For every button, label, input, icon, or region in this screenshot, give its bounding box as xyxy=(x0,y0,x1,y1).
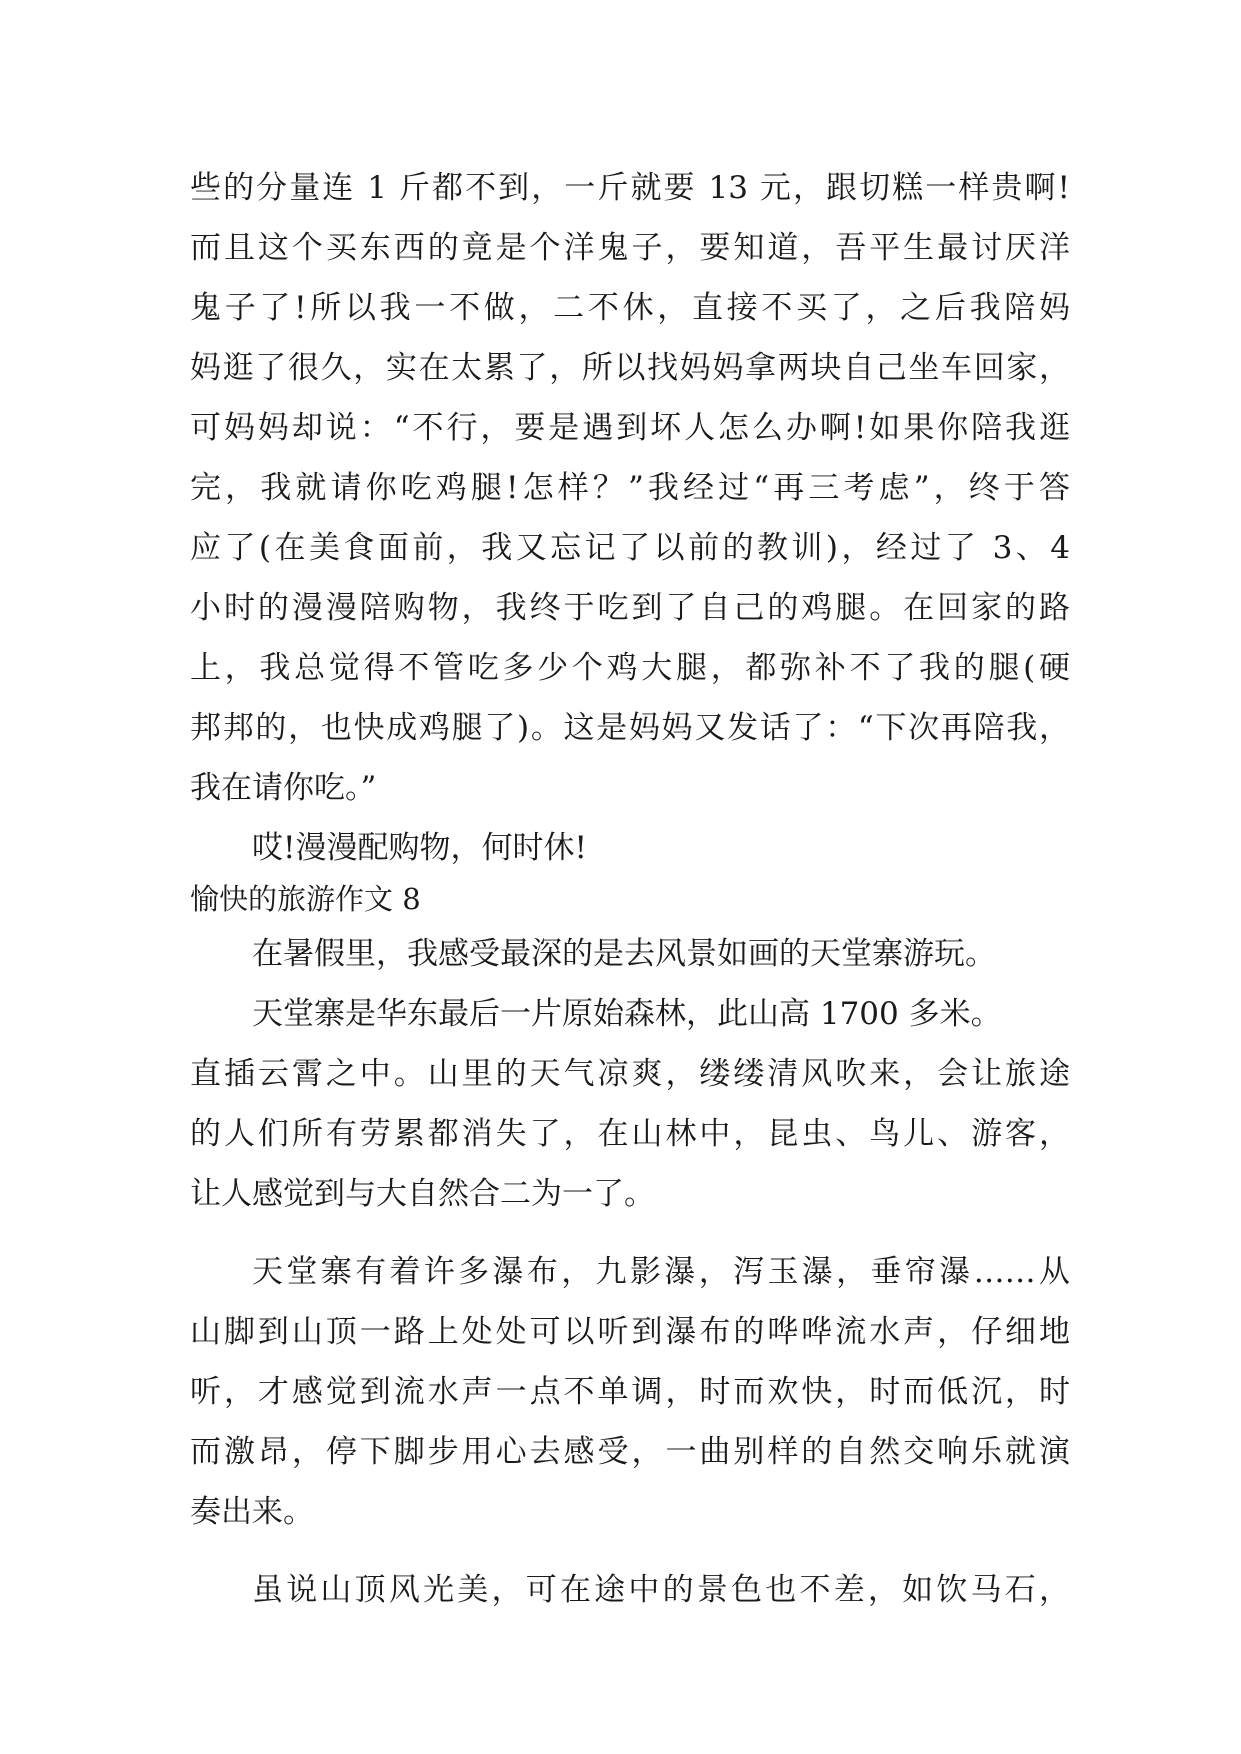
text-line: 我在请你吃。” xyxy=(190,770,377,806)
paragraph-forest xyxy=(190,984,1070,1224)
text-line: 奏出来。 xyxy=(190,1494,314,1530)
text-line: 上，我总觉得不管吃多少个鸡大腿，都弥补不了我的腿(硬 xyxy=(190,650,1070,686)
text-line: 山脚到山顶一路上处处可以听到瀑布的哗哗流水声，仔细地 xyxy=(190,1314,1070,1350)
text-line: 直插云霄之中。山里的天气凉爽，缕缕清风吹来，会让旅途 xyxy=(190,1056,1070,1092)
document-page xyxy=(190,158,1070,1620)
text-line: 天堂寨有着许多瀑布，九影瀑，泻玉瀑，垂帘瀑……从 xyxy=(252,1254,1070,1290)
text-line: 的人们所有劳累都消失了，在山林中，昆虫、鸟儿、游客， xyxy=(190,1116,1070,1152)
text-line: 而且这个买东西的竟是个洋鬼子，要知道，吾平生最讨厌洋 xyxy=(190,230,1070,266)
text-line: 邦邦的，也快成鸡腿了)。这是妈妈又发话了：“下次再陪我， xyxy=(190,710,1070,746)
text-line: 让人感觉到与大自然合二为一了。 xyxy=(190,1176,655,1212)
text-line: 些的分量连 1 斤都不到，一斤就要 13 元，跟切糕一样贵啊! xyxy=(190,170,1070,206)
text-line: 天堂寨是华东最后一片原始森林，此山高 1700 多米。 xyxy=(252,996,1002,1032)
text-line: 听，才感觉到流水声一点不单调，时而欢快，时而低沉，时 xyxy=(190,1374,1070,1410)
text-line: 鬼子了!所以我一不做，二不休，直接不买了，之后我陪妈 xyxy=(190,290,1070,326)
text-line: 小时的漫漫陪购物，我终于吃到了自己的鸡腿。在回家的路 xyxy=(190,590,1070,626)
text-line: 应了(在美食面前，我又忘记了以前的教训)，经过了 3、4 xyxy=(190,530,1070,566)
text-line: 而激昂，停下脚步用心去感受，一曲别样的自然交响乐就演 xyxy=(190,1434,1070,1470)
essay-title: 愉快的旅游作文 8 xyxy=(190,882,421,916)
paragraph-scenery xyxy=(190,1560,1070,1620)
paragraph-waterfalls xyxy=(190,1242,1070,1542)
paragraph-intro: 在暑假里，我感受最深的是去风景如画的天堂寨游玩。 xyxy=(252,936,996,972)
paragraph-shopping-story xyxy=(190,158,1070,818)
text-line: 可妈妈却说：“不行，要是遇到坏人怎么办啊!如果你陪我逛 xyxy=(190,410,1070,446)
text-line: 完，我就请你吃鸡腿!怎样？”我经过“再三考虑”，终于答 xyxy=(190,470,1070,506)
text-line: 妈逛了很久，实在太累了，所以找妈妈拿两块自己坐车回家， xyxy=(190,350,1070,386)
text-line: 虽说山顶风光美，可在途中的景色也不差，如饮马石， xyxy=(252,1572,1070,1608)
closing-line: 哎!漫漫配购物，何时休! xyxy=(252,830,587,866)
